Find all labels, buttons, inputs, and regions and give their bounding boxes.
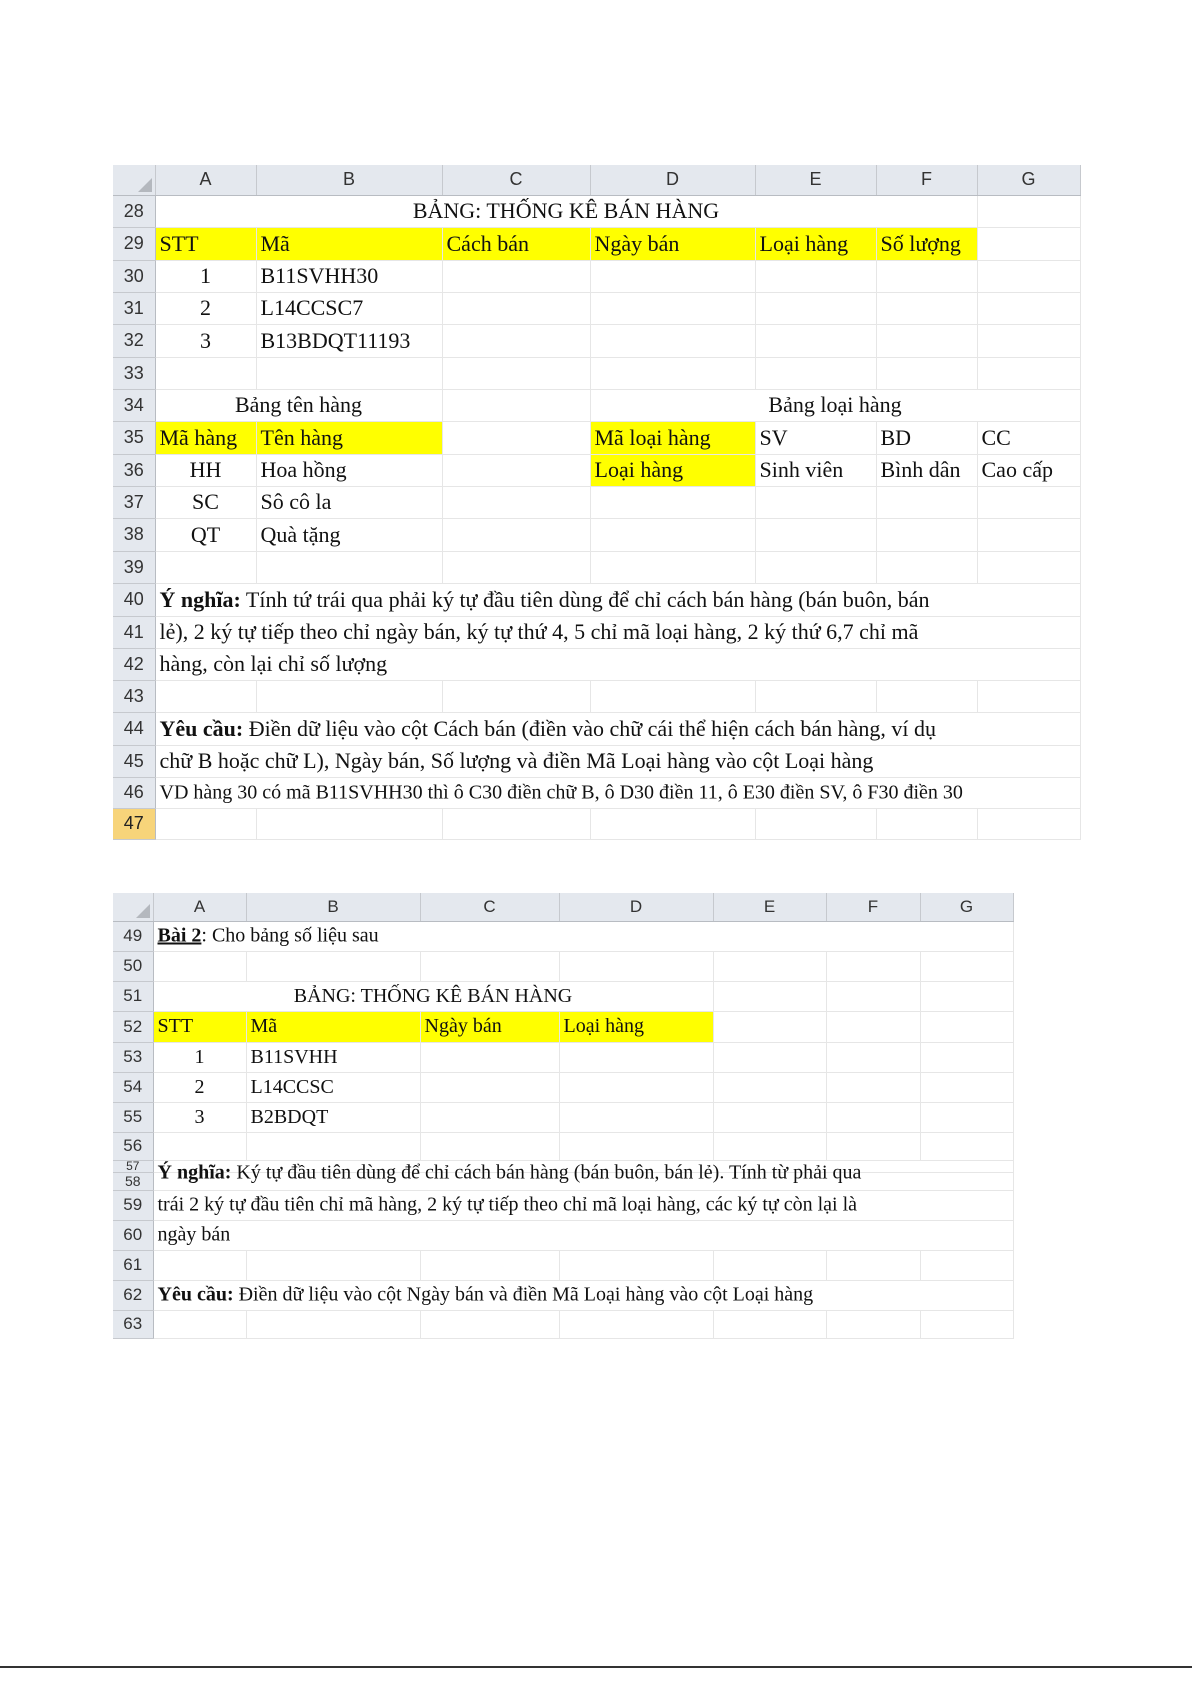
cach-ban-cell[interactable] — [442, 324, 590, 357]
column-header[interactable]: A — [153, 893, 246, 921]
cell[interactable] — [826, 1072, 920, 1102]
row-header[interactable]: 34 — [113, 389, 155, 421]
cell[interactable] — [977, 518, 1080, 551]
row-header[interactable]: 33 — [113, 357, 155, 389]
cell[interactable] — [826, 1132, 920, 1160]
cell[interactable] — [442, 808, 590, 839]
so-luong-cell[interactable] — [876, 324, 977, 357]
row-header[interactable]: 43 — [113, 680, 155, 712]
row-header[interactable]: 35 — [113, 421, 155, 454]
column-header[interactable]: E — [713, 893, 826, 921]
ngay-ban-cell[interactable] — [420, 1042, 559, 1072]
column-header[interactable]: B — [256, 165, 442, 195]
y-nghia-text: Ký tự đầu tiên dùng để chỉ cách bán hàng (bán buôn, bán lẻ). Tính từ phải qua — [231, 1161, 862, 1183]
stt-cell[interactable]: 2 — [155, 292, 256, 324]
ma-hang-cell[interactable]: SC — [155, 486, 256, 518]
cell[interactable] — [713, 1310, 826, 1338]
cell[interactable] — [153, 1132, 246, 1160]
row-header[interactable]: 32 — [113, 324, 155, 357]
yeu-cau-note[interactable] — [153, 1280, 1013, 1310]
cell[interactable] — [977, 357, 1080, 389]
cell[interactable] — [590, 518, 755, 551]
cell[interactable] — [590, 357, 755, 389]
ngay-ban-cell[interactable] — [590, 260, 755, 292]
cell[interactable] — [977, 680, 1080, 712]
cell[interactable] — [590, 486, 755, 518]
cell[interactable] — [559, 1250, 713, 1280]
cell[interactable] — [246, 951, 420, 981]
cell[interactable] — [826, 951, 920, 981]
ngay-ban-cell[interactable] — [590, 292, 755, 324]
select-all-corner[interactable] — [113, 893, 153, 921]
cell[interactable] — [713, 1102, 826, 1132]
cell[interactable] — [590, 808, 755, 839]
column-header[interactable]: G — [977, 165, 1080, 195]
loai-hang-cell[interactable] — [755, 292, 876, 324]
example-text: VD hàng 30 có mã B11SVHH30 thì ô C30 điền chữ B, ô D30 điền 11, ô E30 điền SV, ô F30 điền 30 — [159, 781, 963, 803]
spreadsheet-2 — [113, 893, 1013, 1339]
cell[interactable] — [420, 1132, 559, 1160]
y-nghia-note[interactable] — [155, 648, 1080, 680]
cell[interactable] — [153, 951, 246, 981]
y-nghia-note[interactable] — [155, 616, 1080, 648]
select-all-icon — [136, 904, 150, 918]
cell[interactable] — [920, 981, 1013, 1011]
cell[interactable] — [442, 551, 590, 583]
row-header[interactable]: 29 — [113, 227, 155, 260]
ma-loai-hang-value[interactable]: CC — [977, 421, 1080, 454]
row-header[interactable]: 51 — [113, 981, 153, 1011]
header-cell-stt[interactable]: STT — [153, 1011, 246, 1042]
sales-table-title[interactable]: BẢNG: THỐNG KÊ BÁN HÀNG — [155, 195, 977, 227]
stt-cell[interactable]: 1 — [155, 260, 256, 292]
yeu-cau-label: Yêu cầu: — [159, 715, 244, 741]
cell[interactable] — [420, 1250, 559, 1280]
cell[interactable] — [876, 680, 977, 712]
spreadsheet-1 — [113, 165, 1080, 840]
cell[interactable] — [977, 227, 1080, 260]
header-cell-cach-ban[interactable]: Cách bán — [442, 227, 590, 260]
ma-loai-hang-value[interactable]: SV — [755, 421, 876, 454]
ma-cell[interactable]: L14CCSC7 — [256, 292, 442, 324]
column-header[interactable]: D — [590, 165, 755, 195]
cell[interactable] — [920, 1310, 1013, 1338]
header-cell-ngay-ban[interactable]: Ngày bán — [590, 227, 755, 260]
cell[interactable] — [920, 1132, 1013, 1160]
row-header[interactable]: 31 — [113, 292, 155, 324]
header-cell-ma-hang[interactable]: Mã hàng — [155, 421, 256, 454]
ma-cell[interactable]: B11SVHH30 — [256, 260, 442, 292]
yeu-cau-note[interactable] — [155, 745, 1080, 777]
sheet-grid-2 — [113, 893, 1014, 1339]
cell[interactable] — [559, 1132, 713, 1160]
cell[interactable] — [442, 357, 590, 389]
cell[interactable] — [755, 357, 876, 389]
header-cell-stt[interactable]: STT — [155, 227, 256, 260]
cell[interactable] — [977, 486, 1080, 518]
cell[interactable] — [876, 551, 977, 583]
row-header[interactable]: 46 — [113, 777, 155, 808]
cach-ban-cell[interactable] — [442, 292, 590, 324]
cell[interactable] — [256, 357, 442, 389]
column-header[interactable]: E — [755, 165, 876, 195]
loai-hang-value[interactable]: Bình dân — [876, 454, 977, 486]
loai-hang-cell[interactable] — [559, 1102, 713, 1132]
bai-2-text: : Cho bảng số liệu sau — [201, 924, 379, 947]
header-cell-loai-hang[interactable]: Loại hàng — [755, 227, 876, 260]
loai-hang-label[interactable]: Loại hàng — [590, 454, 755, 486]
row-header[interactable]: 41 — [113, 616, 155, 648]
cell[interactable] — [442, 680, 590, 712]
stt-cell[interactable]: 3 — [153, 1102, 246, 1132]
header-cell-so-luong[interactable]: Số lượng — [876, 227, 977, 260]
cell[interactable] — [977, 292, 1080, 324]
ten-hang-table-title[interactable]: Bảng tên hàng — [155, 389, 442, 421]
so-luong-cell[interactable] — [876, 292, 977, 324]
cell[interactable] — [826, 1102, 920, 1132]
row-header[interactable]: 39 — [113, 551, 155, 583]
cell[interactable] — [420, 951, 559, 981]
y-nghia-note[interactable] — [153, 1161, 1013, 1190]
row-header[interactable]: 61 — [113, 1250, 153, 1280]
ten-hang-cell[interactable]: Sô cô la — [256, 486, 442, 518]
header-cell-ma[interactable]: Mã — [246, 1011, 420, 1042]
cell[interactable] — [246, 1132, 420, 1160]
cell[interactable] — [713, 1132, 826, 1160]
stt-cell[interactable]: 2 — [153, 1072, 246, 1102]
cell[interactable] — [559, 951, 713, 981]
ngay-ban-cell[interactable] — [420, 1072, 559, 1102]
cell[interactable] — [246, 1310, 420, 1338]
column-header[interactable]: G — [920, 893, 1013, 921]
row-header[interactable]: 44 — [113, 712, 155, 745]
cell[interactable] — [713, 1072, 826, 1102]
ma-hang-cell[interactable]: HH — [155, 454, 256, 486]
cell[interactable] — [977, 551, 1080, 583]
ma-loai-hang-value[interactable]: BD — [876, 421, 977, 454]
ngay-ban-cell[interactable] — [420, 1102, 559, 1132]
cell[interactable] — [153, 1310, 246, 1338]
row-header[interactable]: 59 — [113, 1190, 153, 1220]
cell[interactable] — [920, 1250, 1013, 1280]
select-all-icon — [138, 178, 152, 192]
bai-2-label: Bài 2 — [157, 924, 202, 947]
cell[interactable] — [155, 551, 256, 583]
ma-cell[interactable]: B2BDQT — [246, 1102, 420, 1132]
stt-cell[interactable]: 1 — [153, 1042, 246, 1072]
row-header[interactable]: 30 — [113, 260, 155, 292]
cell[interactable] — [420, 1310, 559, 1338]
cell[interactable] — [155, 808, 256, 839]
loai-hang-value[interactable]: Sinh viên — [755, 454, 876, 486]
example-note[interactable] — [155, 777, 1080, 808]
cell[interactable] — [755, 551, 876, 583]
page-bottom-rule — [0, 1666, 1192, 1668]
header-cell-ngay-ban[interactable]: Ngày bán — [420, 1011, 559, 1042]
cell[interactable] — [920, 1102, 1013, 1132]
row-header[interactable]: 58 — [113, 1172, 153, 1190]
so-luong-cell[interactable] — [876, 260, 977, 292]
row-header[interactable]: 45 — [113, 745, 155, 777]
yeu-cau-text: Điền dữ liệu vào cột Cách bán (điền vào chữ cái thể hiện cách bán hàng, ví dụ — [243, 715, 936, 741]
select-all-corner[interactable] — [113, 165, 155, 195]
cell[interactable] — [920, 1072, 1013, 1102]
row-header[interactable]: 55 — [113, 1102, 153, 1132]
cell[interactable] — [920, 951, 1013, 981]
cell[interactable] — [246, 1250, 420, 1280]
header-cell-loai-hang[interactable]: Loại hàng — [559, 1011, 713, 1042]
row-header[interactable]: 54 — [113, 1072, 153, 1102]
cell[interactable] — [826, 1011, 920, 1042]
y-nghia-label: Ý nghĩa: — [159, 586, 241, 612]
column-header[interactable]: F — [876, 165, 977, 195]
ma-hang-cell[interactable]: QT — [155, 518, 256, 551]
ma-loai-hang-label[interactable]: Mã loại hàng — [590, 421, 755, 454]
y-nghia-text: trái 2 ký tự đầu tiên chỉ mã hàng, 2 ký tự tiếp theo chỉ mã loại hàng, các ký tự còn lại là — [157, 1193, 858, 1216]
cell[interactable] — [442, 421, 590, 454]
cach-ban-cell[interactable] — [442, 260, 590, 292]
cell[interactable] — [876, 357, 977, 389]
yeu-cau-note[interactable] — [155, 712, 1080, 745]
cell[interactable] — [977, 260, 1080, 292]
cell[interactable] — [256, 551, 442, 583]
row-header[interactable]: 49 — [113, 921, 153, 951]
ma-cell[interactable]: L14CCSC — [246, 1072, 420, 1102]
cell[interactable] — [442, 454, 590, 486]
row-header[interactable]: 56 — [113, 1132, 153, 1160]
yeu-cau-text: chữ B hoặc chữ L), Ngày bán, Số lượng và điền Mã Loại hàng vào cột Loại hàng — [159, 748, 874, 773]
cell[interactable] — [713, 1250, 826, 1280]
cell[interactable] — [920, 1011, 1013, 1042]
cell[interactable] — [755, 680, 876, 712]
cell[interactable] — [256, 680, 442, 712]
column-header[interactable]: C — [420, 893, 559, 921]
cell[interactable] — [713, 1042, 826, 1072]
sales-table-title[interactable]: BẢNG: THỐNG KÊ BÁN HÀNG — [153, 981, 713, 1011]
column-header[interactable]: F — [826, 893, 920, 921]
bai-2-heading[interactable] — [153, 921, 1013, 951]
row-header[interactable]: 28 — [113, 195, 155, 227]
cell[interactable] — [713, 951, 826, 981]
row-header[interactable]: 40 — [113, 583, 155, 616]
row-header[interactable]: 57 — [113, 1160, 153, 1172]
row-header-selected[interactable]: 47 — [113, 808, 155, 839]
cell[interactable] — [826, 1310, 920, 1338]
column-header[interactable]: B — [246, 893, 420, 921]
row-header[interactable]: 36 — [113, 454, 155, 486]
ten-hang-cell[interactable]: Hoa hồng — [256, 454, 442, 486]
cell[interactable] — [442, 389, 590, 421]
cell[interactable] — [153, 1250, 246, 1280]
ngay-ban-cell[interactable] — [590, 324, 755, 357]
y-nghia-text: Tính tứ trái qua phải ký tự đầu tiên dùng để chỉ cách bán hàng (bán buôn, bán — [240, 586, 930, 612]
y-nghia-note[interactable] — [153, 1190, 1013, 1220]
ma-cell[interactable]: B11SVHH — [246, 1042, 420, 1072]
y-nghia-label: Ý nghĩa: — [157, 1161, 232, 1183]
cell[interactable] — [155, 357, 256, 389]
loai-hang-value[interactable]: Cao cấp — [977, 454, 1080, 486]
row-header[interactable]: 63 — [113, 1310, 153, 1338]
cell[interactable] — [713, 1011, 826, 1042]
y-nghia-text: lẻ), 2 ký tự tiếp theo chỉ ngày bán, ký tự thứ 4, 5 chỉ mã loại hàng, 2 ký thứ 6,7 chỉ mã — [159, 619, 919, 644]
cell[interactable] — [256, 808, 442, 839]
yeu-cau-text: Điền dữ liệu vào cột Ngày bán và điền Mã Loại hàng vào cột Loại hàng — [233, 1283, 814, 1306]
loai-hang-cell[interactable] — [755, 260, 876, 292]
loai-hang-table-title[interactable]: Bảng loại hàng — [590, 389, 1080, 421]
cell[interactable] — [755, 486, 876, 518]
row-header[interactable]: 60 — [113, 1220, 153, 1250]
row-header[interactable]: 42 — [113, 648, 155, 680]
cell[interactable] — [876, 486, 977, 518]
ten-hang-cell[interactable]: Quà tặng — [256, 518, 442, 551]
y-nghia-text: hàng, còn lại chỉ số lượng — [159, 651, 388, 676]
cell[interactable] — [442, 518, 590, 551]
y-nghia-text: ngày bán — [157, 1223, 231, 1246]
cell[interactable] — [155, 680, 256, 712]
y-nghia-note[interactable] — [155, 583, 1080, 616]
stt-cell[interactable]: 3 — [155, 324, 256, 357]
column-header[interactable]: C — [442, 165, 590, 195]
cell[interactable] — [590, 680, 755, 712]
cell[interactable] — [977, 324, 1080, 357]
yeu-cau-label: Yêu cầu: — [157, 1283, 234, 1306]
loai-hang-cell[interactable] — [755, 324, 876, 357]
cell[interactable] — [590, 551, 755, 583]
row-header[interactable]: 38 — [113, 518, 155, 551]
sheet-grid-1 — [113, 165, 1081, 840]
loai-hang-cell[interactable] — [559, 1072, 713, 1102]
cell[interactable] — [826, 1250, 920, 1280]
ma-cell[interactable]: B13BDQT11193 — [256, 324, 442, 357]
cell[interactable] — [755, 808, 876, 839]
cell[interactable] — [559, 1310, 713, 1338]
cell[interactable] — [826, 1042, 920, 1072]
cell[interactable] — [755, 518, 876, 551]
cell[interactable] — [920, 1042, 1013, 1072]
header-cell-ten-hang[interactable]: Tên hàng — [256, 421, 442, 454]
row-header[interactable]: 37 — [113, 486, 155, 518]
cell[interactable] — [876, 808, 977, 839]
cell[interactable] — [876, 518, 977, 551]
column-header[interactable]: A — [155, 165, 256, 195]
header-cell-ma[interactable]: Mã — [256, 227, 442, 260]
row-header[interactable]: 52 — [113, 1011, 153, 1042]
cell[interactable] — [713, 981, 826, 1011]
row-header[interactable]: 62 — [113, 1280, 153, 1310]
loai-hang-cell[interactable] — [559, 1042, 713, 1072]
cell[interactable] — [977, 808, 1080, 839]
y-nghia-note[interactable] — [153, 1220, 1013, 1250]
row-header[interactable]: 53 — [113, 1042, 153, 1072]
cell[interactable] — [442, 486, 590, 518]
row-header[interactable]: 50 — [113, 951, 153, 981]
cell[interactable] — [826, 981, 920, 1011]
cell[interactable] — [977, 195, 1080, 227]
column-header[interactable]: D — [559, 893, 713, 921]
